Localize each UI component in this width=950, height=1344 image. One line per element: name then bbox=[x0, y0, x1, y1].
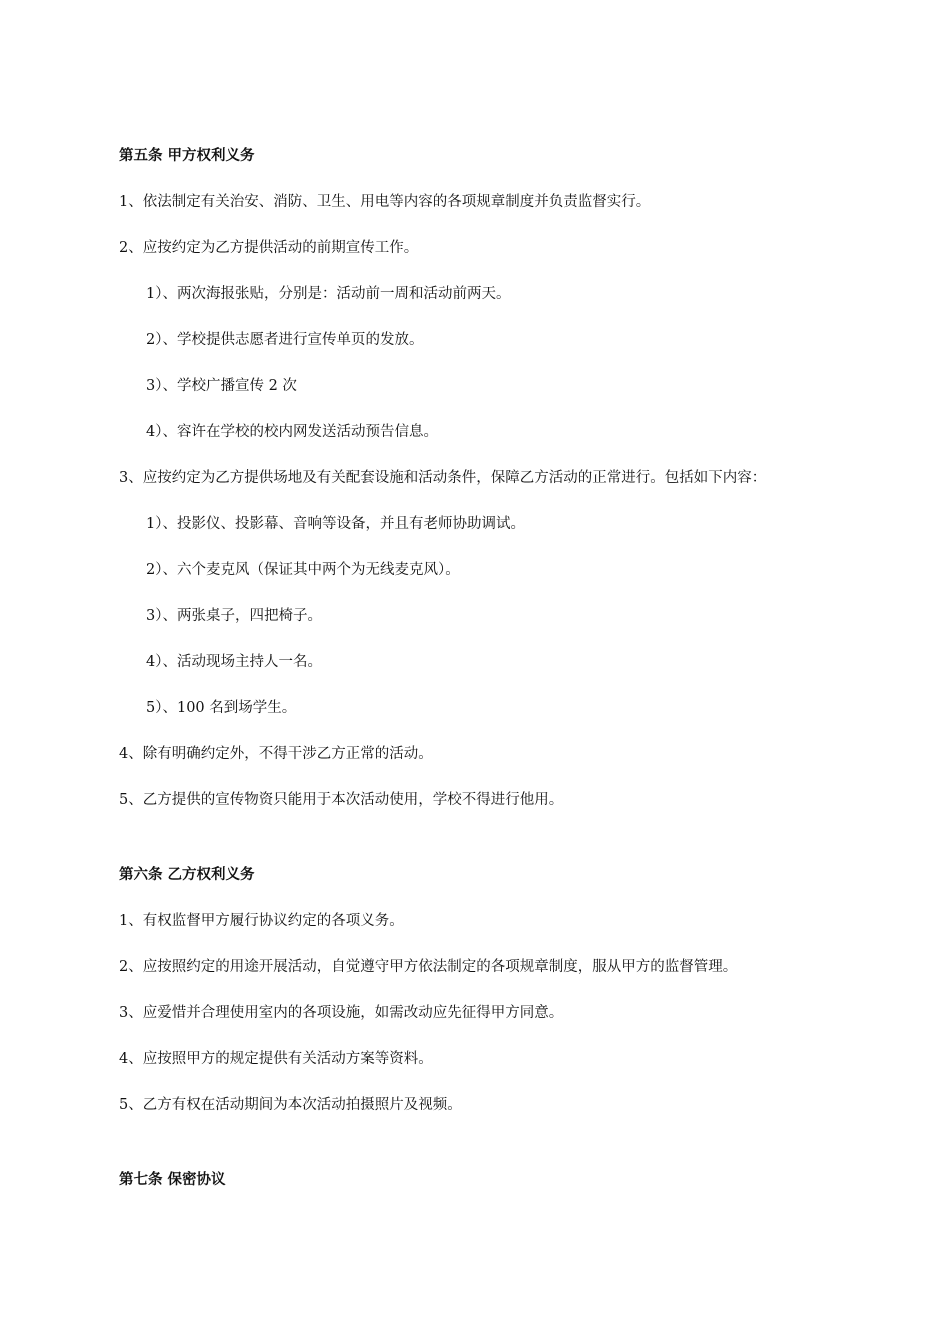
section-heading: 第七条 保密协议 bbox=[119, 1171, 226, 1188]
section-heading: 第六条 乙方权利义务 bbox=[119, 866, 255, 883]
list-item: 4）、容许在学校的校内网发送活动预告信息。 bbox=[146, 424, 438, 440]
list-item: 3）、学校广播宣传 2 次 bbox=[146, 378, 297, 394]
paragraph: 1、依法制定有关治安、消防、卫生、用电等内容的各项规章制度并负责监督实行。 bbox=[119, 194, 651, 210]
list-item: 1）、两次海报张贴，分别是：活动前一周和活动前两天。 bbox=[146, 286, 511, 302]
paragraph: 1、有权监督甲方履行协议约定的各项义务。 bbox=[119, 913, 404, 929]
list-item: 2）、六个麦克风（保证其中两个为无线麦克风）。 bbox=[146, 562, 460, 578]
list-item: 2）、学校提供志愿者进行宣传单页的发放。 bbox=[146, 332, 424, 348]
list-item: 5）、100 名到场学生。 bbox=[146, 700, 297, 716]
paragraph: 3、应爱惜并合理使用室内的各项设施，如需改动应先征得甲方同意。 bbox=[119, 1005, 564, 1021]
paragraph: 4、除有明确约定外，不得干涉乙方正常的活动。 bbox=[119, 746, 433, 762]
paragraph: 3、应按约定为乙方提供场地及有关配套设施和活动条件，保障乙方活动的正常进行。包括如下内容： bbox=[119, 470, 767, 486]
paragraph: 2、应按照约定的用途开展活动，自觉遵守甲方依法制定的各项规章制度，服从甲方的监督管理。 bbox=[119, 959, 738, 975]
list-item: 4）、活动现场主持人一名。 bbox=[146, 654, 322, 670]
paragraph: 2、应按约定为乙方提供活动的前期宣传工作。 bbox=[119, 240, 419, 256]
paragraph: 5、乙方提供的宣传物资只能用于本次活动使用，学校不得进行他用。 bbox=[119, 792, 564, 808]
paragraph: 4、应按照甲方的规定提供有关活动方案等资料。 bbox=[119, 1051, 433, 1067]
paragraph: 5、乙方有权在活动期间为本次活动拍摄照片及视频。 bbox=[119, 1097, 462, 1113]
list-item: 1）、投影仪、投影幕、音响等设备，并且有老师协助调试。 bbox=[146, 516, 525, 532]
section-heading: 第五条 甲方权利义务 bbox=[119, 147, 255, 164]
list-item: 3）、两张桌子，四把椅子。 bbox=[146, 608, 322, 624]
